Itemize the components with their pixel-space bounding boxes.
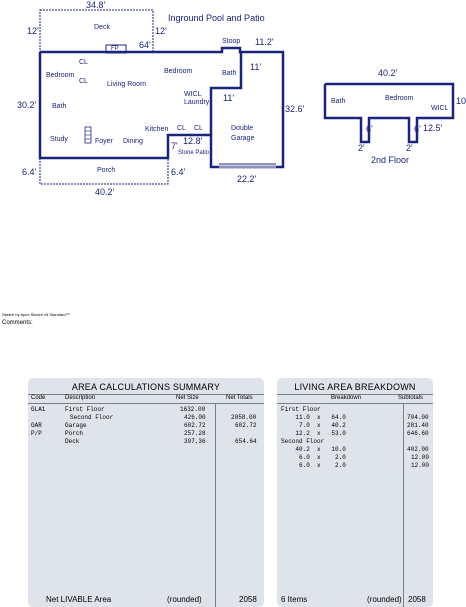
- room-laundry: Laundry: [184, 99, 210, 106]
- room-stoop: Stoop: [222, 38, 241, 45]
- dim-11-b: 11': [223, 93, 235, 103]
- breakdown-total: 2058: [408, 595, 426, 604]
- dim-garage-22-2: 22.2': [237, 174, 257, 184]
- dim-deck-left: 12': [27, 26, 39, 36]
- room-closet-3: CL: [177, 125, 186, 132]
- dim-deck-top: 34.8': [86, 0, 106, 10]
- room-bath-mid: Bath: [222, 70, 237, 77]
- dim-11-a: 11': [250, 62, 262, 72]
- col-subtotals: Subtotals: [398, 395, 424, 401]
- room-stone-patio: Stone Patio: [178, 150, 210, 156]
- second-floor-outline: [325, 84, 453, 142]
- dim-2nd-2a: 2': [358, 143, 365, 153]
- plan-title: Inground Pool and Patio: [168, 13, 265, 23]
- room-bedroom-left: Bedroom: [46, 72, 75, 79]
- net-livable-value: 2058: [239, 595, 257, 604]
- comments-label: Comments:: [2, 320, 33, 326]
- dim-11-2: 11.2': [255, 37, 274, 47]
- dim-64: 64': [139, 40, 151, 50]
- dim-porch-right: 6.4': [171, 167, 186, 177]
- living-breakdown-panel: LIVING AREA BREAKDOWN Breakdown Subtotals First Floor 11.0 x 64.0 704.00 7.0 x 40.2 281.40 12.2 x 53.0 646.60 Second Floor 40.2 x 10.0 402.00 6.0 x 2.0 12.00 6.0 x 2.0 12.00 6 Items (rounded) 2058: [277, 378, 433, 607]
- dim-porch-left: 6.4': [22, 167, 37, 177]
- col-net-size: Net Size: [176, 395, 199, 401]
- room-bath-left: Bath: [52, 103, 67, 110]
- dim-2nd-right: 10: [456, 96, 466, 106]
- room-closet-4: CL: [194, 125, 203, 132]
- room-closet-1: CL: [79, 59, 88, 66]
- net-livable-label: Net LIVABLE Area: [46, 595, 112, 604]
- dim-2nd-2b: 2': [406, 143, 413, 153]
- room-deck: Deck: [94, 24, 110, 31]
- dim-2nd-top: 40.2': [378, 68, 398, 78]
- room-kitchen: Kitchen: [145, 126, 169, 133]
- room-fireplace: FP: [111, 46, 119, 52]
- dim-2nd-6b: 6': [414, 124, 421, 134]
- dim-right-32-6: 32.6': [285, 104, 305, 114]
- col-code: Code: [31, 395, 46, 401]
- dim-2nd-6a: 6': [366, 124, 373, 134]
- room-dining: Dining: [123, 138, 143, 145]
- room-bedroom-mid: Bedroom: [164, 68, 193, 75]
- room-foyer: Foyer: [95, 138, 113, 145]
- room-2nd-wicl: WICL: [431, 105, 449, 112]
- room-living-room: Living Room: [107, 81, 146, 88]
- area-summary-title: AREA CALCULATIONS SUMMARY: [71, 382, 221, 392]
- dim-left-30-2: 30.2': [17, 100, 37, 110]
- dim-2nd-12-5: 12.5': [423, 123, 443, 133]
- dim-deck-right: 12': [155, 26, 167, 36]
- room-porch: Porch: [97, 167, 116, 174]
- floor-plan-drawing: [0, 0, 465, 300]
- dim-12-8: 12.8': [183, 136, 203, 146]
- room-double: Double: [231, 125, 254, 132]
- living-breakdown-title: LIVING AREA BREAKDOWN: [294, 382, 416, 392]
- breakdown-rounded: (rounded): [367, 595, 402, 604]
- dim-bottom-40-2: 40.2': [95, 187, 115, 197]
- second-floor-title: 2nd Floor: [371, 155, 410, 165]
- room-closet-2: CL: [79, 78, 88, 85]
- room-study: Study: [50, 136, 68, 143]
- net-livable-rounded: (rounded): [167, 595, 202, 604]
- house-outline: [40, 48, 283, 167]
- room-garage: Garage: [231, 135, 255, 142]
- deck-outline: [40, 10, 153, 52]
- col-net-totals: Net Totals: [226, 395, 253, 401]
- room-2nd-bath: Bath: [331, 98, 346, 105]
- room-2nd-bedroom: Bedroom: [385, 95, 414, 102]
- col-breakdown: Breakdown: [331, 395, 362, 401]
- sketch-note: Sketch by Apex Sketch v5 Standard™: [2, 312, 70, 317]
- items-count: 6 Items: [281, 595, 308, 604]
- col-description: Description: [65, 395, 96, 401]
- dim-7: 7': [171, 141, 178, 151]
- room-wicl: WICL: [184, 91, 202, 98]
- area-summary-panel: AREA CALCULATIONS SUMMARY Code Description Net Size Net Totals GLA1 First Floor 1632.00 Second Floor 426.00 2058.00 GAR Garage 602.72 602.72 P/P Porch 257.28 Deck 397.36 654.64 Net LIVABLE Area (rounded) 2058: [28, 378, 264, 607]
